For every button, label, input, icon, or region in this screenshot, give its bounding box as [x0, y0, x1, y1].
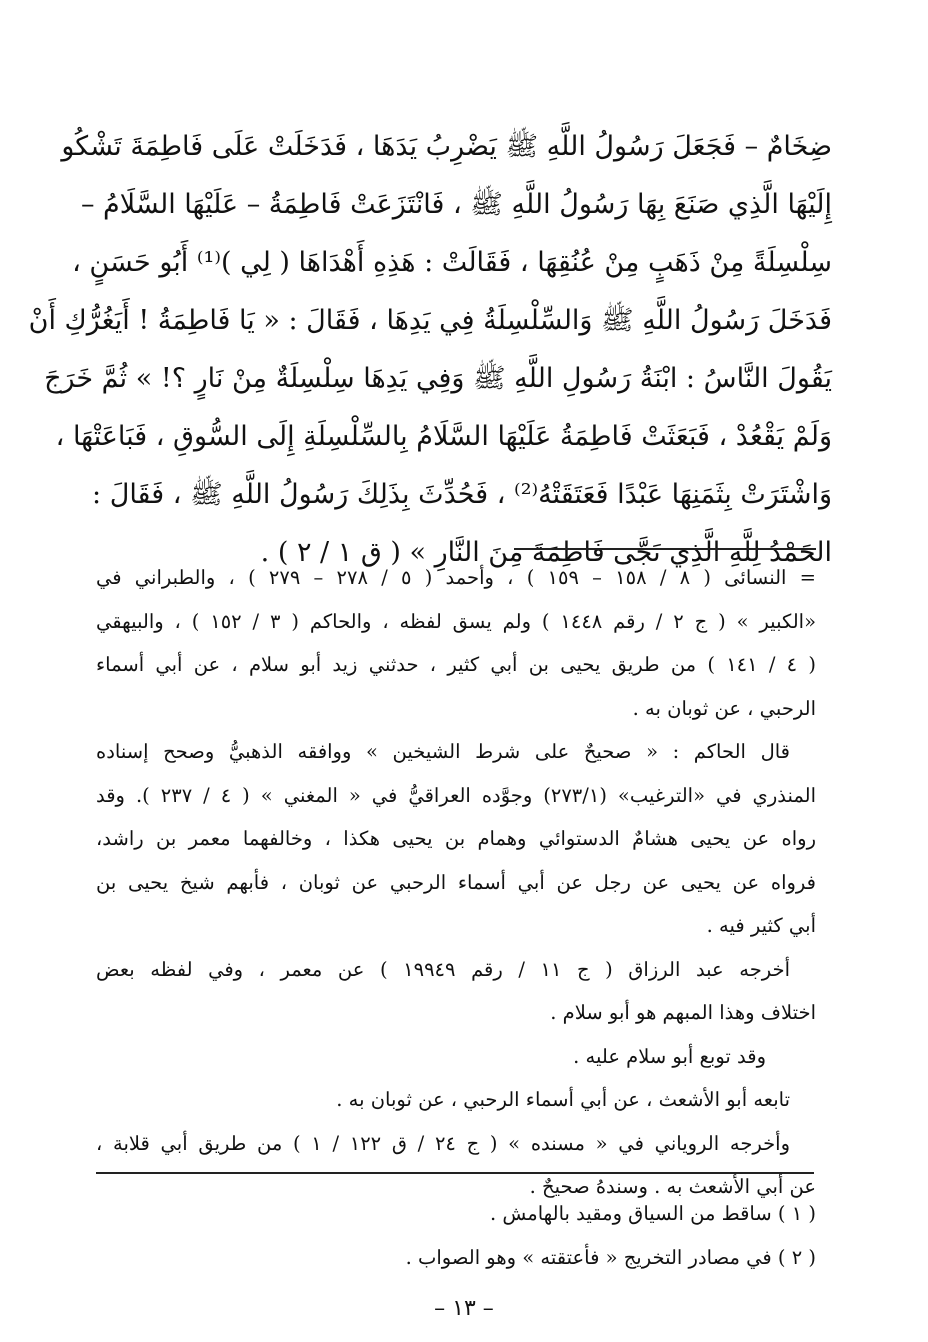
note-line: «الكبير » ( ج ٢ / رقم ١٤٤٨ ) ولم يسق لفظه ، والحاكم ( ٣ / ١٥٢ ) ، والبيهقي [96, 609, 817, 633]
note-line: فرواه عن يحيى عن رجل عن أبي أسماء الرحبي عن ثوبان ، فأبهم شيخ يحيى بن [96, 870, 816, 894]
page-number: – ١٣ – [434, 1296, 494, 1321]
note-line: رواه عن يحيى هشامٌ الدستوائي وهمام بن يحيى هكذا ، وخالفهما معمر بن راشد، [96, 827, 816, 850]
note-line: أبي كثير فيه . [706, 914, 816, 937]
main-line: سِلْسِلَةً مِنْ ذَهَبٍ مِنْ عُنُقِهَا ، فَقَالَتْ : هَذِهِ أَهْدَاهَا ( لِي )⁽¹⁾ أَبُو حَسَنٍ ، [72, 247, 832, 278]
note-line: الرحبي ، عن ثوبان به . [632, 696, 816, 720]
note-line: المنذري في «الترغيب» (٢٧٣/١) وجوَّده العراقيُّ في « المغني » ( ٤ / ٢٣٧ ). وقد [96, 783, 816, 807]
notes-separator [514, 548, 816, 550]
note-line: ( ٤ / ١٤١ ) من طريق يحيى بن أبي كثير ، حدثني زيد أبو سلام ، عن أبي أسماء [96, 653, 816, 676]
note-line: أخرجه عبد الرزاق ( ج ١١ / رقم ١٩٩٤٩ ) عن معمر ، وفي لفظه بعض [96, 957, 790, 981]
note-line: وأخرجه الروياني في « مسنده » ( ج ٢٤ / ق ١٢٢ / ١ ) من طريق أبي قلابة ، [96, 1131, 791, 1155]
main-line: ضِخَامٌ – فَجَعَلَ رَسُولُ اللَّهِ ﷺ يَضْرِبُ يَدَهَا ، فَدَخَلَتْ عَلَى فَاطِمَةَ تَشْكُو [61, 131, 832, 162]
footnote-2: ( ٢ ) في مصادر التخريج « فأعتقته » وهو الصواب . [405, 1246, 816, 1269]
main-line: الحَمْدُ لِلَّهِ الَّذِي نَجَّى فَاطِمَةَ مِنَ النَّارِ » ( ق ١ / ٢ ) . [260, 537, 832, 568]
main-line: وَلَمْ يَقْعُدْ ، فَبَعَثَتْ فَاطِمَةُ عَلَيْهَا السَّلَامُ بِالسِّلْسِلَةِ إِلَى السُّوقِ ، فَبَاعَتْهَا ، [55, 421, 832, 452]
note-line: قال الحاكم : « صحيحٌ على شرط الشيخين » ووافقه الذهبيُّ وصحح إسناده [96, 740, 790, 763]
note-line: = النسائى ( ٨ / ١٥٨ – ١٥٩ ) ، وأحمد ( ٥ / ٢٧٨ – ٢٧٩ ) ، والطبراني في [96, 566, 816, 589]
footnote-1: ( ١ ) ساقط من السياق ومقيد بالهامش . [490, 1202, 816, 1225]
note-line: وقد توبع أبو سلام عليه . [573, 1044, 766, 1068]
main-line: إِلَيْهَا الَّذِي صَنَعَ بِهَا رَسُولُ اللَّهِ ﷺ ، فَانْتَزَعَتْ فَاطِمَةُ – عَلَيْهَا السَّلَامُ – [80, 189, 832, 220]
note-line: عن أبي الأشعث به . وسندهُ صحيحٌ . [529, 1175, 816, 1198]
main-line: يَقُولَ النَّاسُ : ابْنَةُ رَسُولِ اللَّهِ ﷺ وَفِي يَدِهَا سِلْسِلَةٌ مِنْ نَارٍ ؟! » ثُمَّ خَرَجَ [44, 363, 832, 394]
footnotes [96, 1192, 816, 1280]
takhrij-notes [96, 556, 816, 1209]
main-line: فَدَخَلَ رَسُولُ اللَّهِ ﷺ وَالسِّلْسِلَةُ فِي يَدِهَا ، فَقَالَ : « يَا فَاطِمَةُ ! أَيَغُرُّكِ أَنْ [28, 305, 832, 336]
note-line: تابعه أبو الأشعث ، عن أبي أسماء الرحبي ، عن ثوبان به . [336, 1088, 790, 1111]
note-line: اختلاف وهذا المبهم هو أبو سلام . [550, 1001, 816, 1024]
footnotes-separator [96, 1172, 814, 1174]
main-line: وَاشْتَرَتْ بِثَمَنِهَا عَبْدًا فَعَتَقَتْهُ⁽²⁾ ، فَحُدِّثَ بِذَلِكَ رَسُولُ اللَّهِ ﷺ ، فَقَالَ : [92, 479, 833, 510]
main-text [28, 118, 833, 582]
